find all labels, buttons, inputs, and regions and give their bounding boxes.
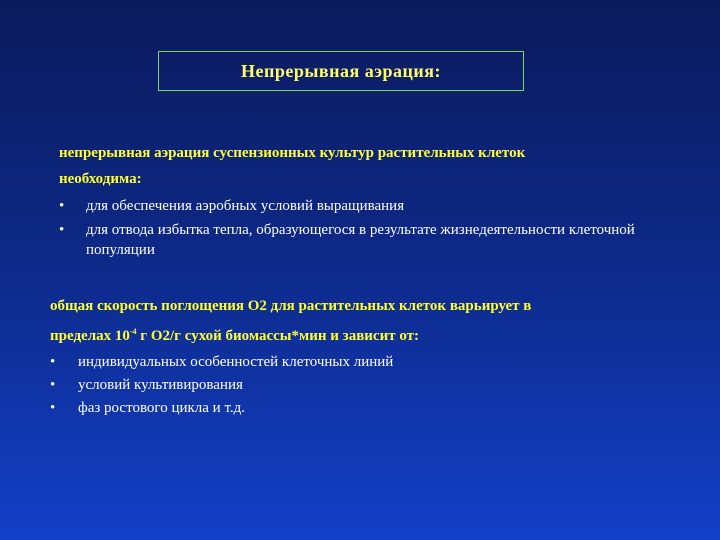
bullet-icon: •: [50, 400, 56, 416]
block1-list: [59, 196, 659, 260]
list-item-text: для отвода избытка тепла, образующегося в результате жизнедеятельности клеточной популяции: [86, 222, 635, 258]
bullet-icon: •: [50, 377, 56, 393]
list-item: [50, 375, 670, 395]
block2-lead-line1: общая скорость поглощения О2 для растительных клеток варьирует в: [50, 298, 532, 314]
list-item: [59, 220, 659, 260]
aeration-necessity-block: [59, 140, 659, 260]
block2-list: [50, 352, 670, 418]
block1-lead-line2: необходима:: [59, 171, 142, 187]
slide-title: Непрерывная аэрация:: [240, 60, 442, 81]
bullet-icon: •: [50, 354, 56, 370]
list-item: [50, 398, 670, 418]
list-item-text: индивидуальных особенностей клеточных линий: [78, 354, 394, 370]
title-box: [158, 51, 524, 91]
bullet-icon: •: [59, 222, 65, 238]
list-item: [59, 196, 659, 216]
list-item: [50, 352, 670, 372]
block2-lead-line2-suffix: г О2/г сухой биомассы*мин и зависит от:: [136, 328, 420, 344]
block2-lead: [50, 293, 670, 349]
block1-lead-line1: непрерывная аэрация суспензионных культур растительных клеток: [59, 145, 526, 161]
bullet-icon: •: [59, 198, 65, 214]
list-item-text: для обеспечения аэробных условий выращивания: [86, 198, 405, 214]
exponent: -4: [129, 327, 137, 336]
list-item-text: условий культивирования: [78, 377, 243, 393]
oxygen-uptake-block: [50, 293, 670, 418]
block1-lead: [59, 140, 659, 192]
list-item-text: фаз ростового цикла и т.д.: [78, 400, 246, 416]
block2-lead-line2-prefix: пределах 10: [50, 328, 130, 344]
